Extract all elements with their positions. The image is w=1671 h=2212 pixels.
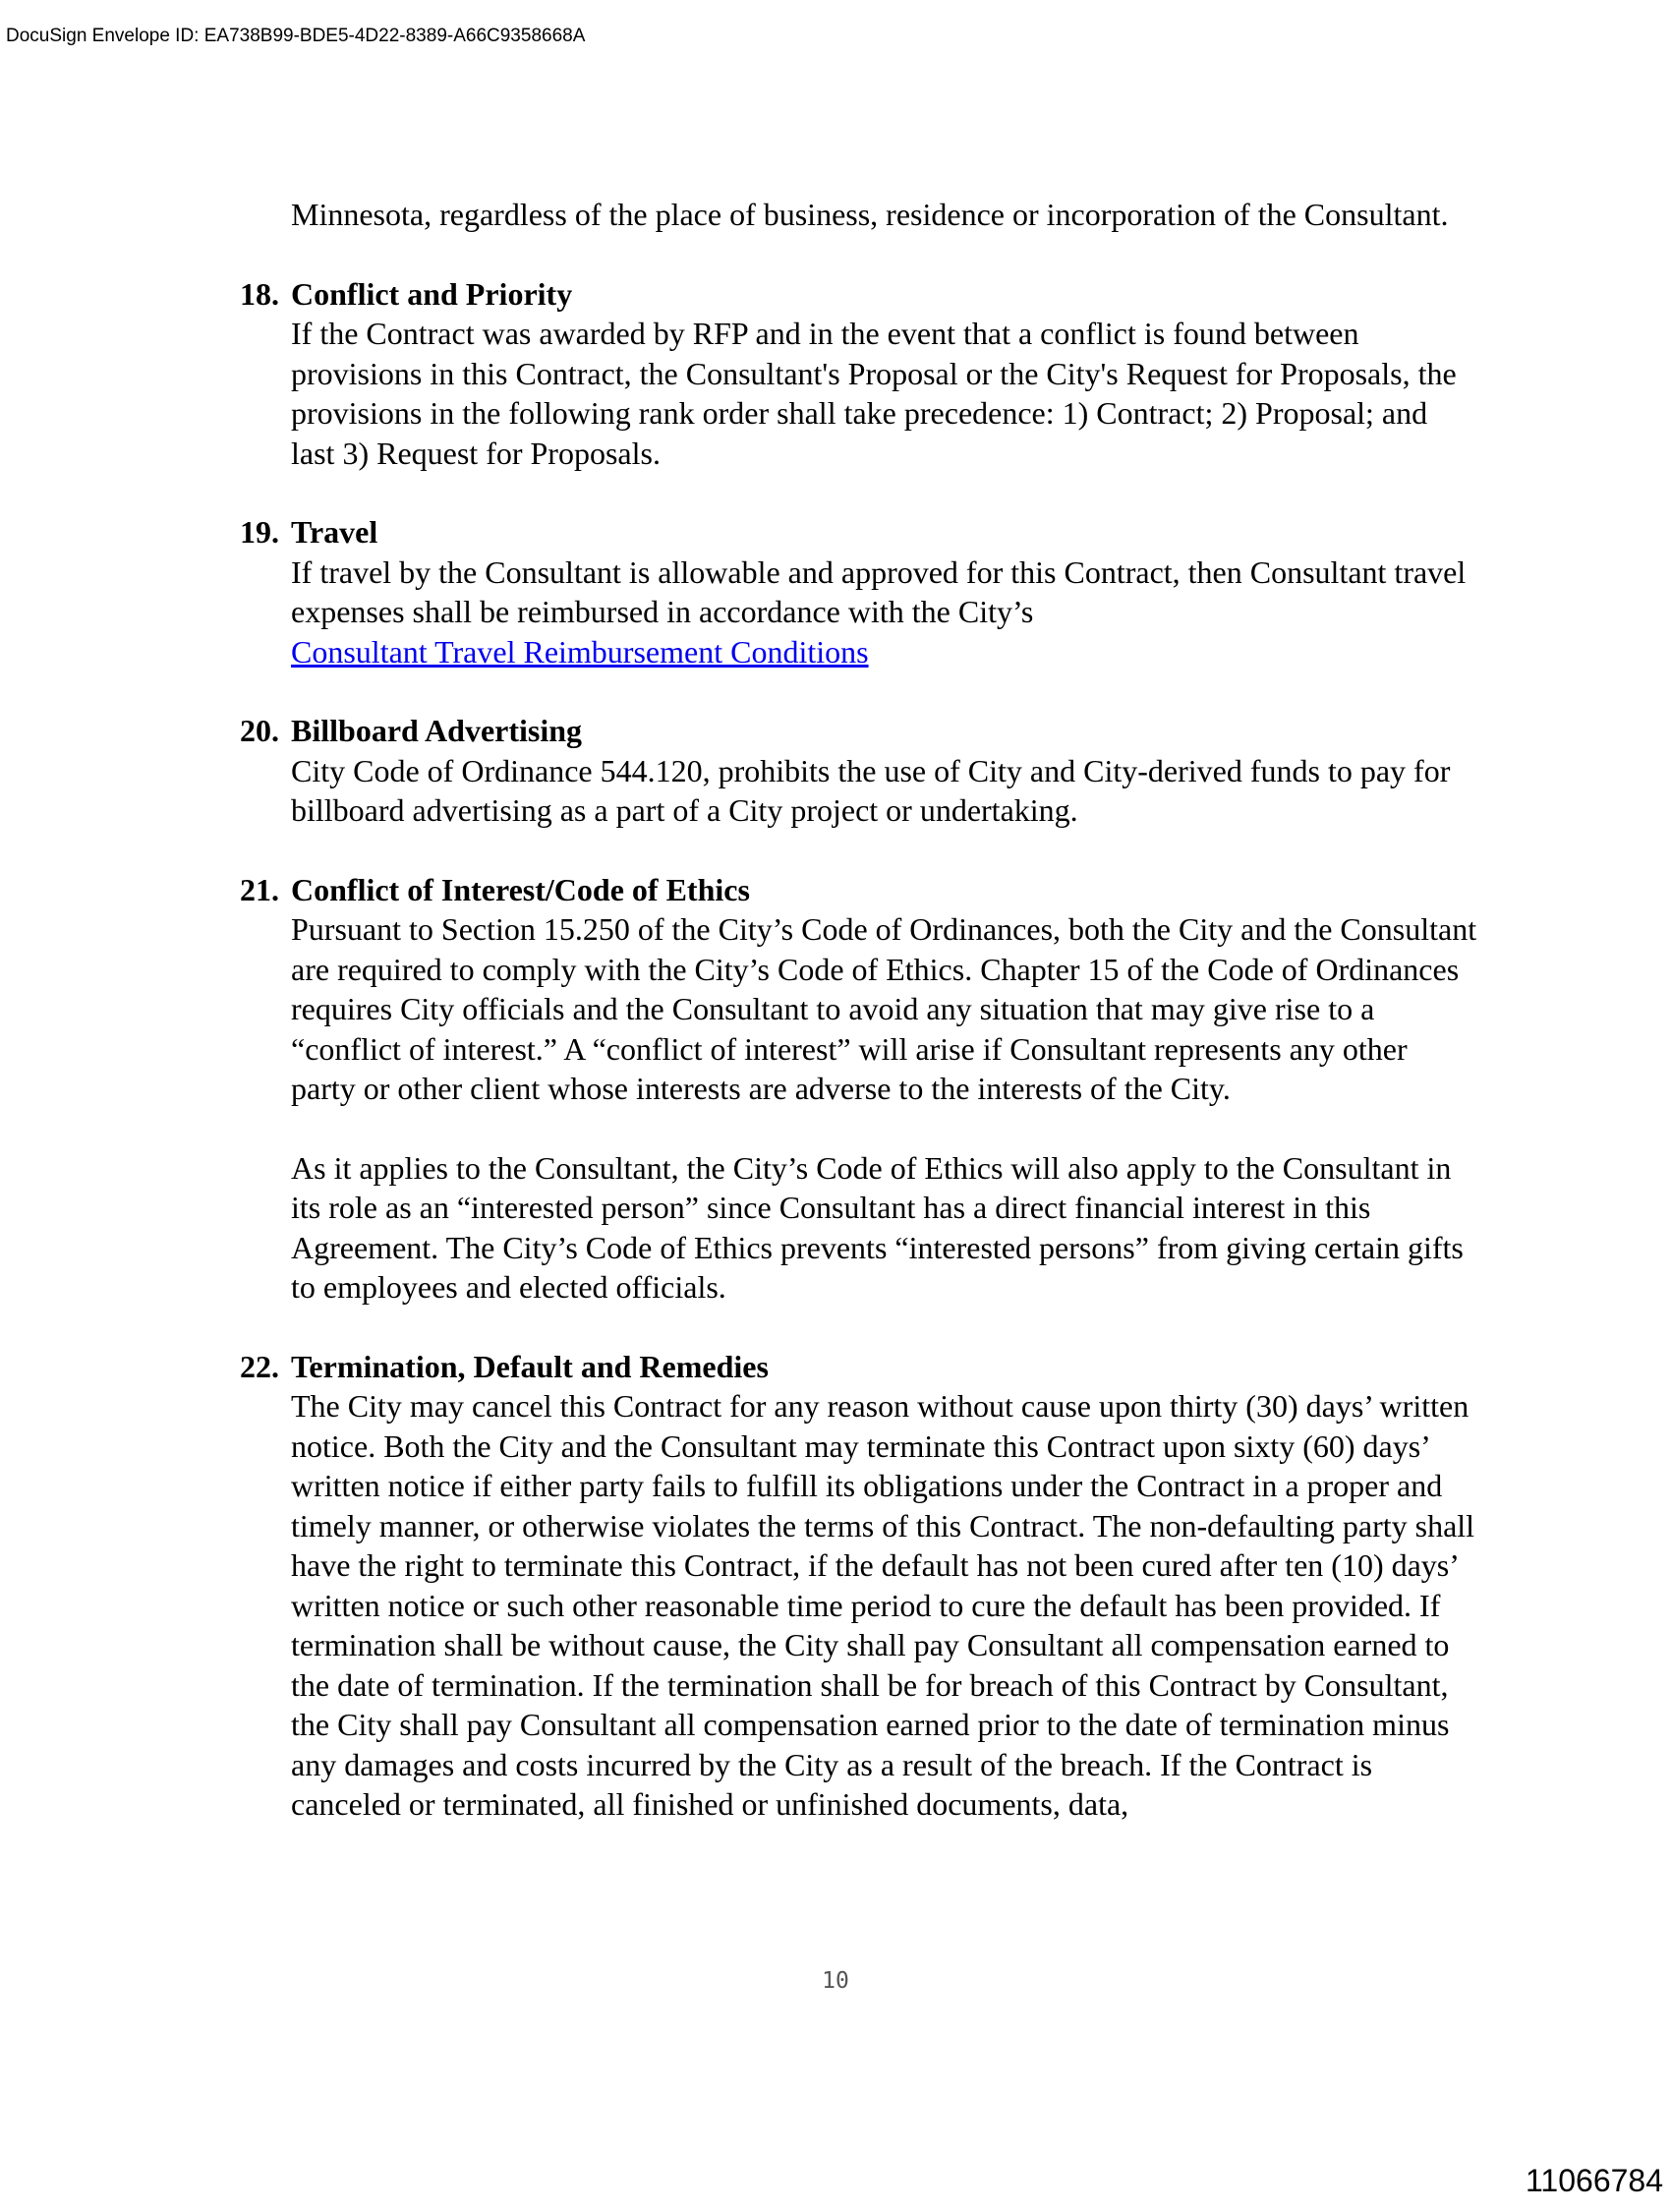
section-body [291,909,1478,1308]
paragraph: The City may cancel this Contract for any reason without cause upon thirty (30) days’ written notice. Both the City and the Consultant may terminate this Contract upon sixty (60) days’ written notice if either party fails to fulfill its obligations under the Contract in a proper and timely manner, or otherwise violates the terms of this Contract. The non-defaulting party shall have the right to terminate this Contract, if the default has not been cured after ten (10) days’ written notice or such other reasonable time period to cure the default has been provided. If termination shall be without cause, the City shall pay Consultant all compensation earned to the date of termination. If the termination shall be for breach of this Contract by Consultant, the City shall pay Consultant all compensation earned prior to the date of termination minus any damages and costs incurred by the City as a result of the breach. If the Contract is canceled or terminated, all finished or unfinished documents, data, [291,1388,1475,1822]
section-heading [240,1347,1478,1387]
section-title: Billboard Advertising [291,713,583,748]
section-title: Conflict and Priority [291,275,573,312]
section-body [291,1386,1478,1825]
document-number: 11066784 [1526,2163,1663,2198]
paragraph: If travel by the Consultant is allowable and approved for this Contract, then Consultant travel expenses shall be reimbursed in accordance with the City’s [291,553,1467,629]
docusign-envelope-id: DocuSign Envelope ID: EA738B99-BDE5-4D22-8389-A66C9358668A [6,26,586,46]
section-number: 21. [240,871,279,907]
section-18 [240,274,1478,474]
section-21 [240,870,1478,1308]
section-body [291,553,1478,672]
section-title: Conflict of Interest/Code of Ethics [291,871,750,907]
section-number: 22. [240,1348,279,1384]
section-heading [240,870,1478,910]
section-22 [240,1347,1478,1825]
section-number: 18. [240,275,279,312]
section-heading [240,711,1478,751]
link-line [291,632,1478,672]
section-heading [240,274,1478,315]
paragraph: As it applies to the Consultant, the City’s Code of Ethics will also apply to the Consultant in its role as an “interested person” since Consultant has a direct financial interest in this Agreement. The City’s Code of Ethics prevents “interested persons” from giving certain gifts to employees and elected officials. [291,1149,1464,1305]
section-heading [240,512,1478,553]
travel-reimbursement-link[interactable]: Consultant Travel Reimbursement Conditions [291,633,869,669]
continued-paragraph: Minnesota, regardless of the place of business, residence or incorporation of the Consultant. [291,197,1449,232]
document-body [240,195,1478,1864]
section-20 [240,711,1478,831]
section-title: Termination, Default and Remedies [291,1348,769,1384]
section-title: Travel [291,514,378,550]
section-number: 19. [240,514,279,550]
page-number: 10 [822,1968,849,1994]
paragraph: If the Contract was awarded by RFP and in the event that a conflict is found between provisions in this Contract, the Consultant's Proposal or the City's Request for Proposals, the provisions in the following rank order shall take precedence: 1) Contract; 2) Proposal; and last 3) Request for Proposals. [291,316,1457,471]
section-number: 20. [240,713,279,748]
section-body [291,751,1478,831]
paragraph: City Code of Ordinance 544.120, prohibits the use of City and City-derived funds to pay for billboard advertising as a part of a City project or undertaking. [291,752,1451,828]
section-body [291,314,1478,473]
section-19 [240,512,1478,671]
paragraph: Pursuant to Section 15.250 of the City’s Code of Ordinances, both the City and the Consultant are required to comply with the City’s Code of Ethics. Chapter 15 of the Code of Ordinances requires City officials and the Consultant to avoid any situation that may give rise to a “conflict of interest.” A “conflict of interest” will arise if Consultant represents any other party or other client whose interests are adverse to the interests of the City. [291,911,1477,1106]
